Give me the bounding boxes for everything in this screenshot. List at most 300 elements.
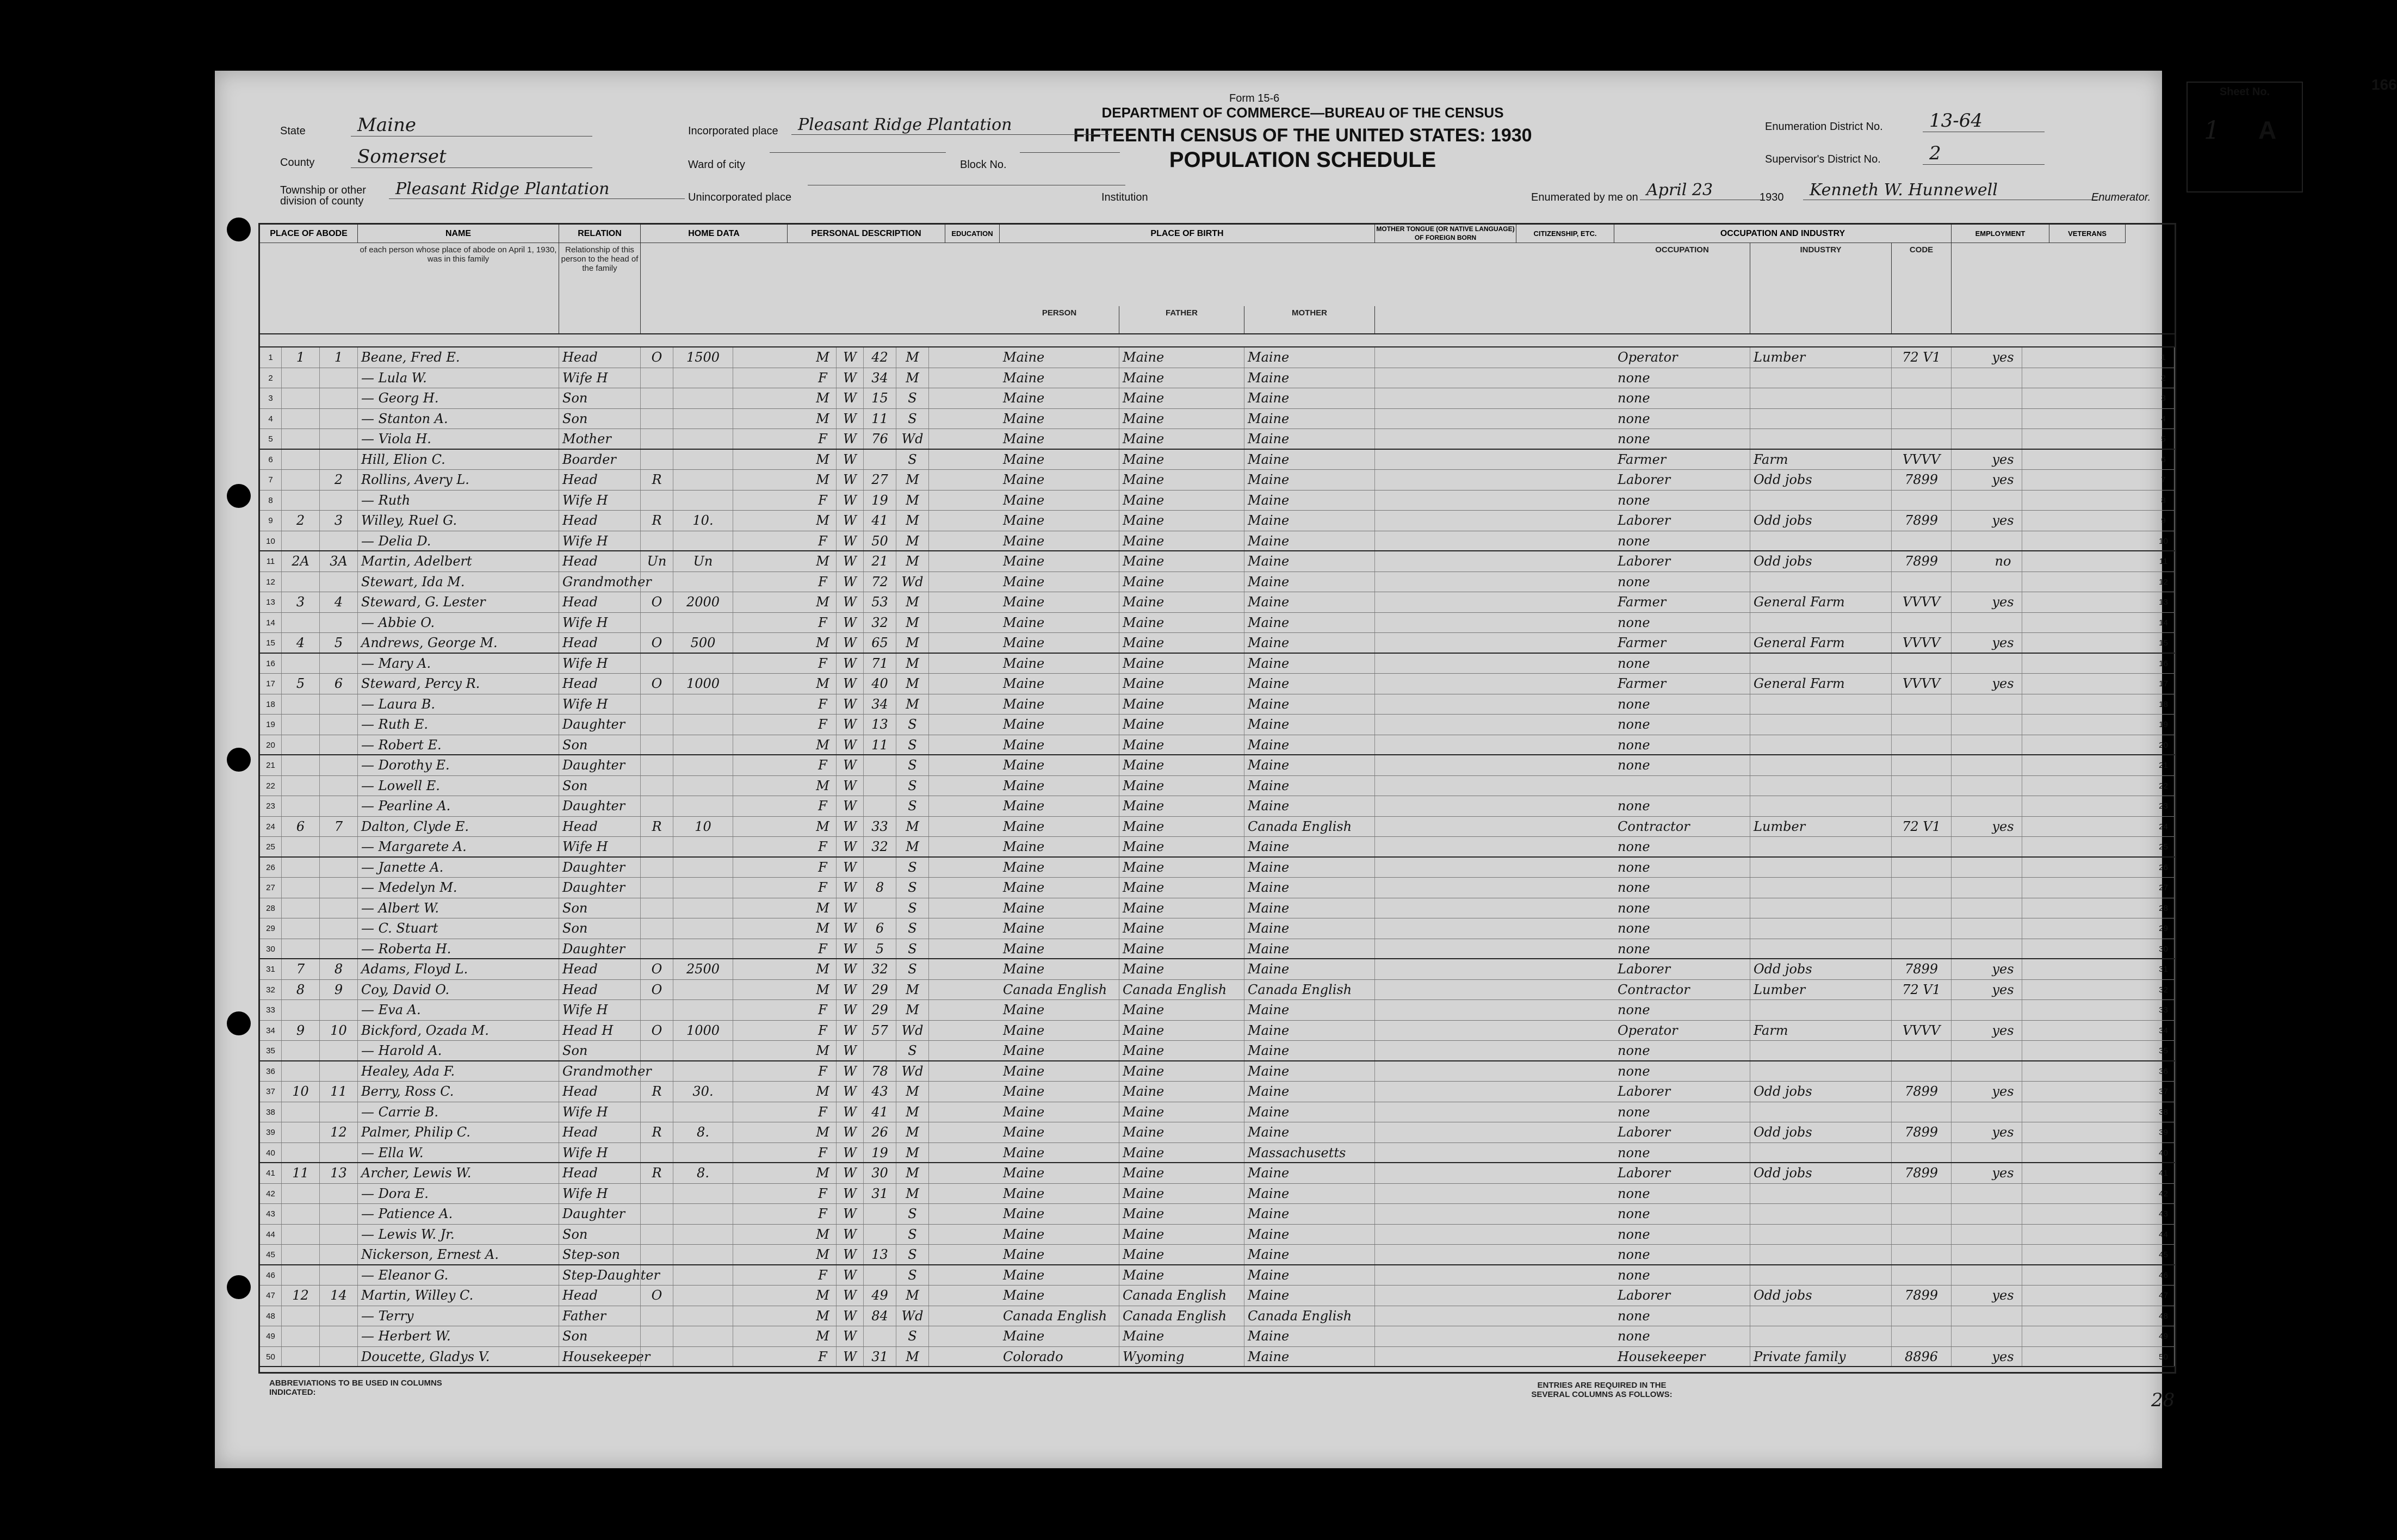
home-value-cell <box>673 1102 733 1122</box>
home-value-cell <box>673 450 733 470</box>
relation-cell: Wife H <box>559 613 641 633</box>
sex-cell: M <box>809 1082 837 1102</box>
occupation-cell: none <box>1614 572 1750 592</box>
table-row <box>260 694 2175 715</box>
relation-cell: Wife H <box>559 1102 641 1122</box>
code-cell: VVVV <box>1892 633 1952 653</box>
sex-cell: F <box>809 1021 837 1041</box>
line-number-cell-right: 13 <box>2153 592 2175 612</box>
name-cell: Steward, Percy R. <box>358 674 559 694</box>
marital-status-cell: M <box>896 1163 929 1183</box>
marital-status-cell: S <box>896 735 929 755</box>
birthplace-cell: Canada English <box>1000 980 1119 1000</box>
table-row <box>260 1265 2175 1286</box>
line-number-cell-right: 48 <box>2153 1306 2175 1326</box>
table-row <box>260 959 2175 980</box>
race-cell: W <box>837 1245 864 1264</box>
father-birthplace-cell: Maine <box>1119 959 1244 979</box>
home-value-cell: 10. <box>673 511 733 531</box>
mother-birthplace-cell: Maine <box>1244 755 1375 775</box>
family-number-cell <box>320 1306 358 1326</box>
age-cell: 76 <box>864 429 896 449</box>
occupation-cell: none <box>1614 1102 1750 1122</box>
line-number-cell-right: 34 <box>2153 1021 2175 1041</box>
marital-status-cell: S <box>896 388 929 408</box>
dwelling-number-cell <box>282 1306 320 1326</box>
supervisor-value: 2 <box>1923 142 2045 165</box>
family-number-cell <box>320 1143 358 1163</box>
name-cell: — Eleanor G. <box>358 1265 559 1286</box>
dwelling-number-cell <box>282 470 320 490</box>
relation-cell: Son <box>559 735 641 755</box>
dwelling-number-cell <box>282 1041 320 1060</box>
father-birthplace-cell: Maine <box>1119 939 1244 959</box>
age-cell <box>864 1326 896 1346</box>
group-personal: PERSONAL DESCRIPTION <box>788 225 945 243</box>
employment-cell: yes <box>1984 1122 2022 1142</box>
table-row <box>260 755 2175 776</box>
sex-cell: F <box>809 1000 837 1020</box>
sex-cell: M <box>809 959 837 979</box>
code-column: CODE <box>1892 243 1952 333</box>
race-cell: W <box>837 1000 864 1020</box>
family-number-cell: 7 <box>320 817 358 837</box>
industry-cell <box>1750 918 1892 939</box>
marital-status-cell: M <box>896 470 929 490</box>
industry-cell: Odd jobs <box>1750 959 1892 979</box>
mother-birthplace-cell: Maine <box>1244 531 1375 551</box>
dwelling-number-cell <box>282 837 320 856</box>
employment-cell <box>1984 796 2022 816</box>
table-row <box>260 450 2175 470</box>
birthplace-cell: Maine <box>1000 918 1119 939</box>
code-cell: 7899 <box>1892 1122 1952 1142</box>
sex-cell: M <box>809 735 837 755</box>
home-value-cell <box>673 755 733 775</box>
mother-birthplace-cell: Maine <box>1244 1163 1375 1183</box>
binder-hole <box>227 1011 251 1035</box>
name-cell: — Patience A. <box>358 1204 559 1224</box>
code-cell: VVVV <box>1892 450 1952 470</box>
relation-cell: Daughter <box>559 1204 641 1224</box>
tenure-cell <box>641 694 673 715</box>
name-cell: — Stanton A. <box>358 409 559 429</box>
mother-birthplace-cell: Maine <box>1244 409 1375 429</box>
father-birthplace-cell: Maine <box>1119 1245 1244 1264</box>
name-cell: — Ruth <box>358 490 559 511</box>
family-number-cell <box>320 1347 358 1367</box>
industry-cell: Lumber <box>1750 347 1892 368</box>
group-occupation: OCCUPATION AND INDUSTRY <box>1614 225 1952 243</box>
tenure-cell: O <box>641 633 673 653</box>
home-value-cell <box>673 1245 733 1264</box>
schedule-title: POPULATION SCHEDULE <box>1169 148 1436 172</box>
table-row <box>260 470 2175 490</box>
occupation-cell: Housekeeper <box>1614 1347 1750 1367</box>
line-number-cell: 48 <box>260 1306 282 1326</box>
table-row <box>260 1143 2175 1164</box>
birthplace-cell: Maine <box>1000 694 1119 715</box>
home-value-cell <box>673 1306 733 1326</box>
name-cell: Andrews, George M. <box>358 633 559 653</box>
code-cell <box>1892 388 1952 408</box>
line-number-cell-right: 1 <box>2153 347 2175 368</box>
home-value-cell <box>673 1265 733 1286</box>
employment-cell <box>1984 613 2022 633</box>
occupation-cell: none <box>1614 490 1750 511</box>
line-number-cell: 4 <box>260 409 282 429</box>
table-row <box>260 1061 2175 1082</box>
dwelling-number-cell <box>282 531 320 551</box>
county-label: County <box>280 157 315 169</box>
family-number-cell: 6 <box>320 674 358 694</box>
name-cell: — Abbie O. <box>358 613 559 633</box>
dwelling-number-cell: 4 <box>282 633 320 653</box>
birthplace-cell: Maine <box>1000 959 1119 979</box>
tenure-cell <box>641 1061 673 1082</box>
group-birth: PLACE OF BIRTH <box>1000 225 1375 243</box>
tenure-cell: R <box>641 470 673 490</box>
line-number-cell: 38 <box>260 1102 282 1122</box>
line-number-cell-right: 5 <box>2153 429 2175 449</box>
age-cell <box>864 796 896 816</box>
family-number-cell <box>320 388 358 408</box>
mother-column: MOTHER <box>1244 306 1375 333</box>
marital-status-cell: S <box>896 1245 929 1264</box>
relation-cell: Wife H <box>559 1143 641 1163</box>
occupation-cell: Laborer <box>1614 1082 1750 1102</box>
marital-status-cell: S <box>896 776 929 796</box>
line-number-cell: 44 <box>260 1225 282 1245</box>
code-cell <box>1892 429 1952 449</box>
industry-cell <box>1750 898 1892 918</box>
line-number-cell-right: 19 <box>2153 715 2175 735</box>
father-birthplace-cell: Maine <box>1119 776 1244 796</box>
relation-cell: Head <box>559 1163 641 1183</box>
relation-cell: Wife H <box>559 1184 641 1204</box>
sex-cell: M <box>809 1245 837 1264</box>
employment-cell <box>1984 1143 2022 1163</box>
dwelling-number-cell: 7 <box>282 959 320 979</box>
family-number-cell: 11 <box>320 1082 358 1102</box>
birthplace-cell: Maine <box>1000 837 1119 856</box>
name-cell: — Dora E. <box>358 1184 559 1204</box>
father-birthplace-cell: Maine <box>1119 511 1244 531</box>
family-number-cell: 8 <box>320 959 358 979</box>
relation-column-desc: Relationship of this person to the head of the family <box>559 243 641 333</box>
line-number-cell: 35 <box>260 1041 282 1060</box>
line-number-cell-right: 43 <box>2153 1204 2175 1224</box>
sex-cell: M <box>809 592 837 612</box>
home-value-cell <box>673 939 733 959</box>
name-cell: — Lewis W. Jr. <box>358 1225 559 1245</box>
dwelling-number-cell <box>282 1102 320 1122</box>
table-row <box>260 429 2175 450</box>
mother-birthplace-cell: Maine <box>1244 939 1375 959</box>
employment-cell <box>1984 1102 2022 1122</box>
code-cell <box>1892 898 1952 918</box>
mother-birthplace-cell: Maine <box>1244 388 1375 408</box>
code-cell <box>1892 939 1952 959</box>
line-number-cell: 39 <box>260 1122 282 1142</box>
age-cell: 6 <box>864 918 896 939</box>
father-birthplace-cell: Maine <box>1119 1102 1244 1122</box>
race-cell: W <box>837 1143 864 1163</box>
home-value-cell <box>673 715 733 735</box>
industry-cell: General Farm <box>1750 674 1892 694</box>
line-number-cell: 29 <box>260 918 282 939</box>
marital-status-cell: Wd <box>896 429 929 449</box>
code-cell <box>1892 1225 1952 1245</box>
birthplace-cell: Maine <box>1000 755 1119 775</box>
line-number-cell: 6 <box>260 450 282 470</box>
occupation-cell: none <box>1614 755 1750 775</box>
name-cell: — Lula W. <box>358 368 559 388</box>
marital-status-cell: S <box>896 1225 929 1245</box>
marital-status-cell: S <box>896 450 929 470</box>
age-cell: 19 <box>864 490 896 511</box>
name-cell: Archer, Lewis W. <box>358 1163 559 1183</box>
mother-birthplace-cell: Maine <box>1244 1000 1375 1020</box>
tenure-cell <box>641 1000 673 1020</box>
line-number-cell-right: 26 <box>2153 858 2175 878</box>
age-cell: 33 <box>864 817 896 837</box>
birthplace-cell: Maine <box>1000 1000 1119 1020</box>
table-row <box>260 633 2175 654</box>
family-number-cell <box>320 1102 358 1122</box>
age-cell: 53 <box>864 592 896 612</box>
line-number-cell: 37 <box>260 1082 282 1102</box>
industry-cell <box>1750 715 1892 735</box>
father-birthplace-cell: Maine <box>1119 837 1244 856</box>
sex-cell: F <box>809 1265 837 1286</box>
marital-status-cell: S <box>896 715 929 735</box>
race-cell: W <box>837 1163 864 1183</box>
age-cell: 13 <box>864 715 896 735</box>
table-row <box>260 1286 2175 1306</box>
industry-cell: Odd jobs <box>1750 551 1892 572</box>
line-number-cell: 18 <box>260 694 282 715</box>
relation-cell: Wife H <box>559 490 641 511</box>
relation-cell: Daughter <box>559 755 641 775</box>
race-cell: W <box>837 429 864 449</box>
line-number-cell: 41 <box>260 1163 282 1183</box>
line-number-cell-right: 29 <box>2153 918 2175 939</box>
dwelling-number-cell <box>282 1347 320 1367</box>
code-cell: 7899 <box>1892 959 1952 979</box>
race-cell: W <box>837 592 864 612</box>
occupation-cell: none <box>1614 1225 1750 1245</box>
employment-cell <box>1984 1061 2022 1082</box>
dwelling-number-cell: 11 <box>282 1163 320 1183</box>
tenure-cell <box>641 1245 673 1264</box>
marital-status-cell: S <box>896 898 929 918</box>
mother-birthplace-cell: Maine <box>1244 511 1375 531</box>
code-cell: 72 V1 <box>1892 347 1952 368</box>
code-cell <box>1892 1245 1952 1264</box>
code-cell <box>1892 735 1952 755</box>
sex-cell: M <box>809 1122 837 1142</box>
mother-birthplace-cell: Maine <box>1244 572 1375 592</box>
birthplace-cell: Maine <box>1000 429 1119 449</box>
tenure-cell <box>641 429 673 449</box>
industry-cell <box>1750 531 1892 551</box>
industry-cell <box>1750 572 1892 592</box>
family-number-cell <box>320 1245 358 1264</box>
relation-cell: Head <box>559 511 641 531</box>
home-value-cell: 8. <box>673 1122 733 1142</box>
marital-status-cell: S <box>896 1265 929 1286</box>
table-row <box>260 1184 2175 1204</box>
marital-status-cell: M <box>896 980 929 1000</box>
age-cell: 65 <box>864 633 896 653</box>
code-cell <box>1892 918 1952 939</box>
age-cell: 32 <box>864 837 896 856</box>
employment-cell <box>1984 1306 2022 1326</box>
industry-cell: Farm <box>1750 1021 1892 1041</box>
home-value-cell: Un <box>673 551 733 572</box>
sheet-letter: A <box>2258 116 2277 144</box>
relation-cell: Son <box>559 1041 641 1060</box>
race-cell: W <box>837 837 864 856</box>
birthplace-cell: Maine <box>1000 1225 1119 1245</box>
code-cell <box>1892 878 1952 898</box>
mother-birthplace-cell: Maine <box>1244 918 1375 939</box>
table-row <box>260 1041 2175 1061</box>
dwelling-number-cell: 3 <box>282 592 320 612</box>
marital-status-cell: M <box>896 1143 929 1163</box>
line-number-cell-right: 11 <box>2153 551 2175 572</box>
occupation-cell: Laborer <box>1614 1122 1750 1142</box>
marital-status-cell: S <box>896 939 929 959</box>
occupation-cell: Laborer <box>1614 1286 1750 1306</box>
race-cell: W <box>837 551 864 572</box>
marital-status-cell: M <box>896 347 929 368</box>
table-row <box>260 817 2175 837</box>
industry-cell <box>1750 388 1892 408</box>
tenure-cell <box>641 939 673 959</box>
line-number-cell-right: 20 <box>2153 735 2175 755</box>
relation-cell: Head <box>559 633 641 653</box>
age-cell: 27 <box>864 470 896 490</box>
relation-cell: Housekeeper <box>559 1347 641 1367</box>
mother-birthplace-cell: Maine <box>1244 470 1375 490</box>
code-cell <box>1892 1000 1952 1020</box>
sex-cell: F <box>809 715 837 735</box>
occupation-cell: none <box>1614 1041 1750 1060</box>
industry-cell <box>1750 858 1892 878</box>
population-table <box>258 223 2176 1374</box>
tenure-cell <box>641 388 673 408</box>
home-value-cell <box>673 694 733 715</box>
tenure-cell <box>641 531 673 551</box>
father-birthplace-cell: Maine <box>1119 1143 1244 1163</box>
father-birthplace-cell: Maine <box>1119 551 1244 572</box>
marital-status-cell: M <box>896 551 929 572</box>
table-row <box>260 1163 2175 1184</box>
name-cell: Steward, G. Lester <box>358 592 559 612</box>
industry-cell <box>1750 490 1892 511</box>
table-row <box>260 837 2175 858</box>
name-cell: Stewart, Ida M. <box>358 572 559 592</box>
dwelling-number-cell: 8 <box>282 980 320 1000</box>
father-birthplace-cell: Maine <box>1119 918 1244 939</box>
home-value-cell <box>673 613 733 633</box>
family-number-cell <box>320 613 358 633</box>
marital-status-cell: S <box>896 918 929 939</box>
employment-cell: yes <box>1984 1286 2022 1306</box>
industry-column: INDUSTRY <box>1750 243 1892 333</box>
employment-cell <box>1984 490 2022 511</box>
father-birthplace-cell: Maine <box>1119 1225 1244 1245</box>
tenure-cell: O <box>641 1021 673 1041</box>
relation-cell: Head <box>559 592 641 612</box>
industry-cell: Odd jobs <box>1750 1286 1892 1306</box>
relation-cell: Head <box>559 470 641 490</box>
mother-birthplace-cell: Maine <box>1244 735 1375 755</box>
sex-cell: M <box>809 388 837 408</box>
code-cell <box>1892 613 1952 633</box>
dwelling-number-cell <box>282 613 320 633</box>
father-birthplace-cell: Maine <box>1119 654 1244 674</box>
home-value-cell <box>673 980 733 1000</box>
line-number-cell: 49 <box>260 1326 282 1346</box>
industry-cell: Odd jobs <box>1750 511 1892 531</box>
birthplace-cell: Maine <box>1000 347 1119 368</box>
line-number-cell: 9 <box>260 511 282 531</box>
sex-cell: M <box>809 450 837 470</box>
line-number-cell-right: 41 <box>2153 1163 2175 1183</box>
table-row <box>260 1021 2175 1041</box>
industry-cell <box>1750 694 1892 715</box>
line-number-cell: 21 <box>260 755 282 775</box>
relation-cell: Head <box>559 1122 641 1142</box>
home-value-cell <box>673 1184 733 1204</box>
industry-cell: Farm <box>1750 450 1892 470</box>
marital-status-cell: M <box>896 592 929 612</box>
occupation-cell: Laborer <box>1614 470 1750 490</box>
group-home-data: HOME DATA <box>641 225 788 243</box>
race-cell: W <box>837 613 864 633</box>
marital-status-cell: M <box>896 1122 929 1142</box>
binder-hole <box>227 218 251 241</box>
marital-status-cell: Wd <box>896 572 929 592</box>
group-employment: EMPLOYMENT <box>1952 225 2049 243</box>
relation-cell: Wife H <box>559 531 641 551</box>
home-value-cell <box>673 1000 733 1020</box>
table-row <box>260 1000 2175 1021</box>
code-cell: 72 V1 <box>1892 817 1952 837</box>
family-number-cell: 10 <box>320 1021 358 1041</box>
sex-cell: M <box>809 409 837 429</box>
sheet-number-box <box>2187 82 2303 192</box>
birthplace-cell: Maine <box>1000 490 1119 511</box>
relation-cell: Son <box>559 1225 641 1245</box>
family-number-cell <box>320 715 358 735</box>
mother-birthplace-cell: Maine <box>1244 1286 1375 1306</box>
mother-birthplace-cell: Maine <box>1244 1061 1375 1082</box>
age-cell: 13 <box>864 1245 896 1264</box>
occupation-cell: Farmer <box>1614 674 1750 694</box>
age-cell: 21 <box>864 551 896 572</box>
name-cell: — Robert E. <box>358 735 559 755</box>
industry-cell <box>1750 1204 1892 1224</box>
line-number-cell-right: 23 <box>2153 796 2175 816</box>
birthplace-cell: Maine <box>1000 674 1119 694</box>
dwelling-number-cell <box>282 898 320 918</box>
table-row <box>260 1347 2175 1368</box>
occupation-cell: Laborer <box>1614 551 1750 572</box>
